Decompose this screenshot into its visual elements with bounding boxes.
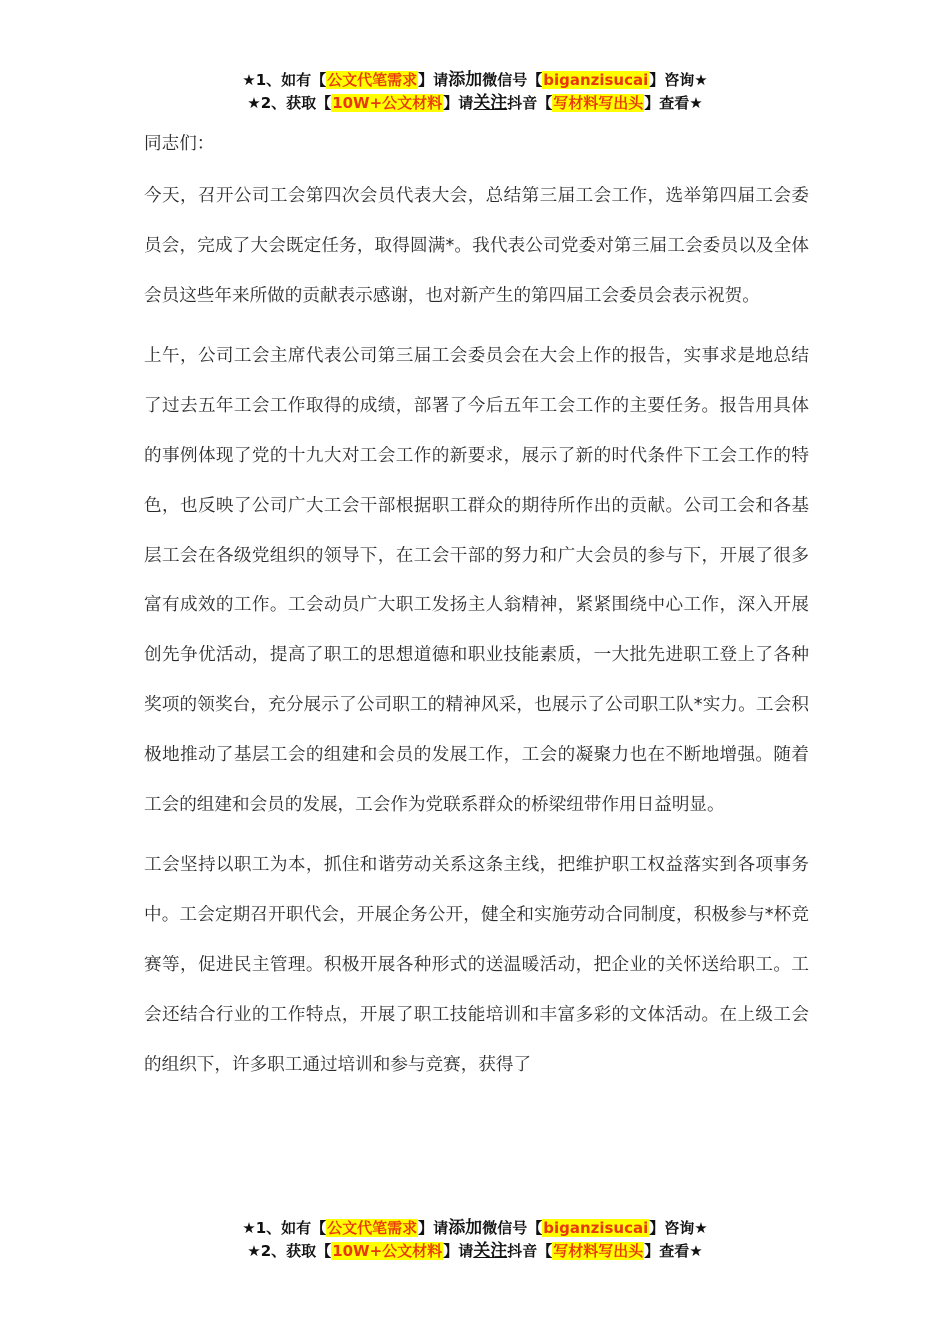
- footer-promo-banner: [0, 1217, 950, 1263]
- footer-promo-line-2-suffix: 】查看★: [644, 1242, 703, 1260]
- promo-line-1-suffix: 】咨询★: [649, 71, 708, 89]
- document-paragraph-1: 今天，召开公司工会第四次会员代表大会，总结第三届工会工作，选举第四届工会委员会，完成了大会既定任务，取得圆满*。我代表公司党委对第三届工会委员以及全体会员这些年来所做的贡献表示感谢，也对新产生的第四届工会委员会表示祝贺。: [144, 186, 809, 306]
- promo-emphasis-add: 添加: [448, 70, 483, 90]
- footer-promo-highlight-service: 公文代笔需求: [327, 1219, 418, 1237]
- promo-highlight-service: 公文代笔需求: [327, 71, 418, 89]
- promo-line-2-prefix: ★2、获取【: [247, 94, 332, 112]
- promo-emphasis-follow: 关注: [473, 93, 508, 113]
- footer-promo-line-1: [0, 1217, 950, 1240]
- promo-highlight-wechat-id: biganzisucai: [543, 71, 649, 89]
- document-greeting: 同志们：: [144, 134, 215, 154]
- promo-highlight-materials: 10W+公文材料: [332, 94, 443, 112]
- promo-line-2: [0, 92, 950, 115]
- document-paragraph-2: 上午，公司工会主席代表公司第三届工会委员会在大会上作的报告，实事求是地总结了过去五年工会工作取得的成绩，部署了今后五年工会工作的主要任务。报告用具体的事例体现了党的十九大对工会工作的新要求，展示了新的时代条件下工会工作的特色，也反映了公司广大工会干部根据职工群众的期待所作出的贡献。公司工会和各基层工会在各级党组织的领导下，在工会干部的努力和广大会员的参与下，开展了很多富有成效的工作。工会动员广大职工发扬主人翁精神，紧紧围绕中心工作，深入开展创先争优活动，提高了职工的思想道德和职业技能素质，一大批先进职工登上了各种奖项的领奖台，充分展示了公司职工的精神风采，也展示了公司职工队*实力。工会积极地推动了基层工会的组建和会员的发展工作，工会的凝聚力也在不断地增强。随着工会的组建和会员的发展，工会作为党联系群众的桥梁纽带作用日益明显。: [144, 346, 809, 815]
- document-body: [144, 128, 809, 1101]
- promo-line-2-suffix: 】查看★: [644, 94, 703, 112]
- promo-line-1-mid2: 微信号【: [482, 71, 543, 89]
- footer-promo-line-1-mid: 】请: [418, 1219, 449, 1237]
- footer-promo-line-2: [0, 1240, 950, 1263]
- promo-line-1: [0, 69, 950, 92]
- promo-highlight-douyin: 写材料写出头: [553, 94, 644, 112]
- promo-line-1-prefix: ★1、如有【: [242, 71, 327, 89]
- footer-promo-line-2-mid: 】请: [443, 1242, 474, 1260]
- promo-line-2-mid: 】请: [443, 94, 474, 112]
- promo-line-2-mid2: 抖音【: [507, 94, 553, 112]
- footer-promo-line-2-mid2: 抖音【: [507, 1242, 553, 1260]
- document-paragraph-3: 工会坚持以职工为本，抓住和谐劳动关系这条主线，把维护职工权益落实到各项事务中。工会定期召开职代会，开展企务公开，健全和实施劳动合同制度，积极参与*杯竞赛等，促进民主管理。积极开展各种形式的送温暖活动，把企业的关怀送给职工。工会还结合行业的工作特点，开展了职工技能培训和丰富多彩的文体活动。在上级工会的组织下，许多职工通过培训和参与竞赛，获得了: [144, 855, 809, 1075]
- footer-promo-highlight-materials: 10W+公文材料: [332, 1242, 443, 1260]
- footer-promo-line-1-prefix: ★1、如有【: [242, 1219, 327, 1237]
- promo-line-1-mid: 】请: [418, 71, 449, 89]
- footer-promo-emphasis-add: 添加: [448, 1218, 483, 1238]
- footer-promo-line-1-suffix: 】咨询★: [649, 1219, 708, 1237]
- footer-promo-highlight-wechat-id: biganzisucai: [543, 1219, 649, 1237]
- footer-promo-line-2-prefix: ★2、获取【: [247, 1242, 332, 1260]
- footer-promo-emphasis-follow: 关注: [473, 1241, 508, 1261]
- footer-promo-highlight-douyin: 写材料写出头: [553, 1242, 644, 1260]
- footer-promo-line-1-mid2: 微信号【: [482, 1219, 543, 1237]
- header-promo-banner: [0, 69, 950, 115]
